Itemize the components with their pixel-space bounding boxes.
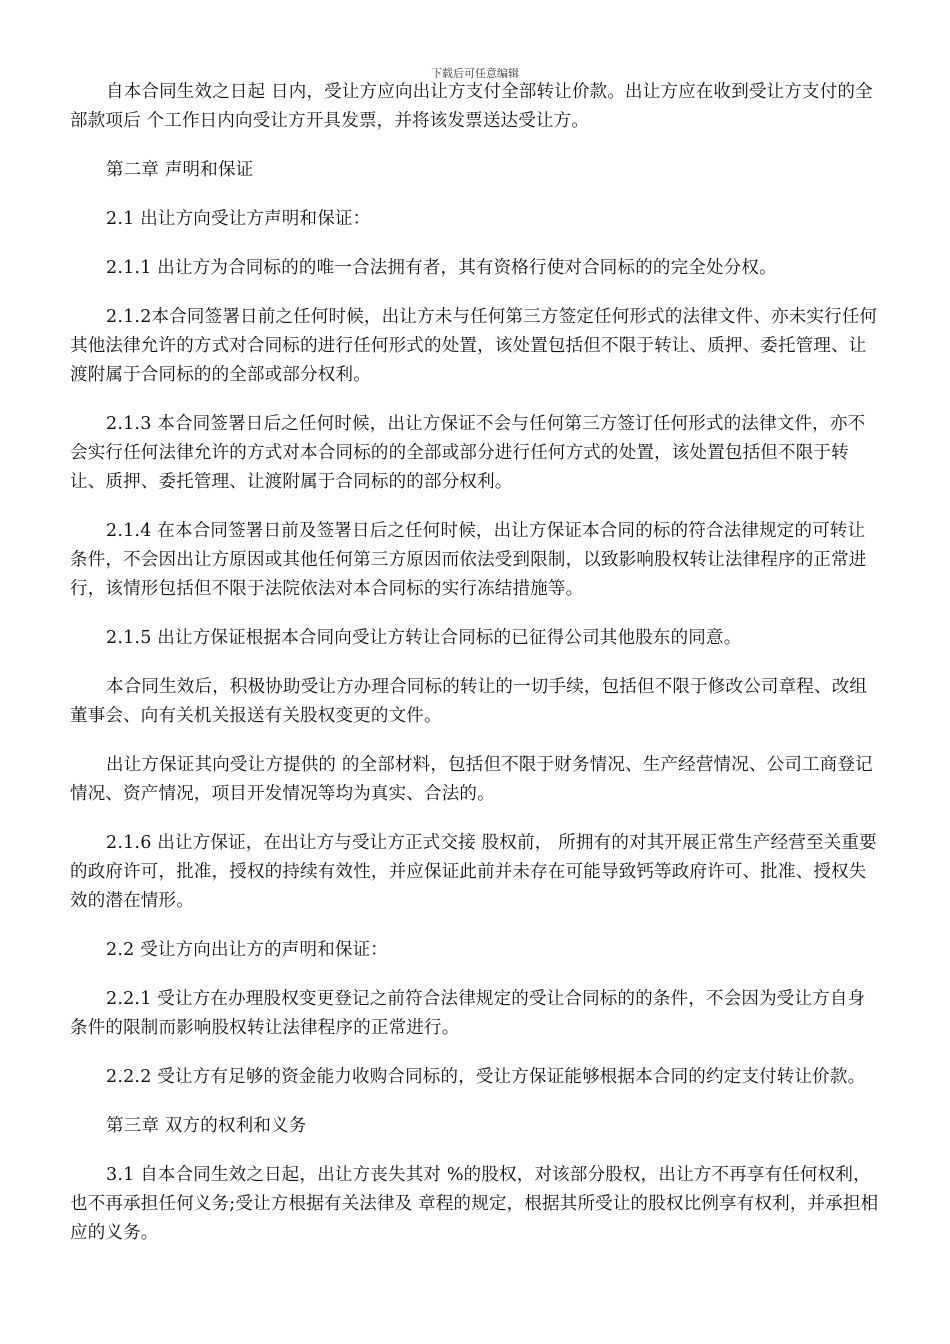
clause-2-1-5: 2.1.5 出让方保证根据本合同向受让方转让合同标的已征得公司其他股东的同意。 <box>106 628 742 648</box>
section-2-1-heading: 2.1 出让方向受让方声明和保证： <box>106 209 371 229</box>
page-header-note: 下载后可任意编辑 <box>431 67 519 80</box>
clause-2-2-2: 2.2.2 受让方有足够的资金能力收购合同标的，受让方保证能够根据本合同的约定支付转让价款。 <box>106 1067 866 1087</box>
paragraph-materials-guarantee: 出让方保证其向受让方提供的 的全部材料，包括但不限于财务情况、生产经营情况、公司工商登记情况、资产情况，项目开发情况等均为真实、合法的。 <box>70 755 873 804</box>
paragraph-payment-terms: 自本合同生效之日起 日内，受让方应向出让方支付全部转让价款。出让方应在收到受让方支付的全部款项后 个工作日内向受让方开具发票，并将该发票送达受让方。 <box>70 82 873 131</box>
clause-2-1-4: 2.1.4 在本合同签署日前及签署日后之任何时候，出让方保证本合同的标的符合法律规定的可转让条件，不会因出让方原因或其他任何第三方原因而依法受到限制，以致影响股权转让法律程序的正常进行，该情形包括但不限于法院依法对本合同标的实行冻结措施等。 <box>70 521 867 599</box>
chapter-2-heading: 第二章 声明和保证 <box>106 160 254 180</box>
chapter-3-heading: 第三章 双方的权利和义务 <box>106 1116 307 1136</box>
clause-2-1-2: 2.1.2本合同签署日前之任何时候，出让方未与任何第三方签定任何形式的法律文件、亦未实行任何其他法律允许的方式对合同标的进行任何形式的处置，该处置包括但不限于转让、质押、委托管理、让渡附属于合同标的的全部或部分权利。 <box>70 307 878 385</box>
clause-2-2-1: 2.2.1 受让方在办理股权变更登记之前符合法律规定的受让合同标的的条件，不会因为受让方自身条件的限制而影响股权转让法律程序的正常进行。 <box>70 989 866 1038</box>
document-body <box>70 78 882 1268</box>
clause-2-1-3: 2.1.3 本合同签署日后之任何时候，出让方保证不会与任何第三方签订任何形式的法律文件，亦不会实行任何法律允许的方式对本合同标的的全部或部分进行任何方式的处置，该处置包括但不限于转让、质押、委托管理、让渡附属于合同标的的部分权利。 <box>70 414 866 492</box>
clause-3-1: 3.1 自本合同生效之日起，出让方丧失其对 %的股权，对该部分股权，出让方不再享有任何权利，也不再承担任何义务;受让方根据有关法律及 章程的规定，根据其所受让的股权比例享有权利，并承担相应的义务。 <box>70 1165 879 1243</box>
paragraph-assist-transfer: 本合同生效后，积极协助受让方办理合同标的转让的一切手续，包括但不限于修改公司章程、改组董事会、向有关机关报送有关股权变更的文件。 <box>70 677 868 726</box>
clause-2-1-1: 2.1.1 出让方为合同标的的唯一合法拥有者，其有资格行使对合同标的的完全处分权。 <box>106 258 777 278</box>
section-2-2-heading: 2.2 受让方向出让方的声明和保证： <box>106 940 388 960</box>
clause-2-1-6: 2.1.6 出让方保证，在出让方与受让方正式交接 股权前， 所拥有的对其开展正常生产经营至关重要的政府许可，批准，授权的持续有效性，并应保证此前并未存在可能导致钙等政府许可、批准、授权失效的潜在情形。 <box>70 833 877 911</box>
